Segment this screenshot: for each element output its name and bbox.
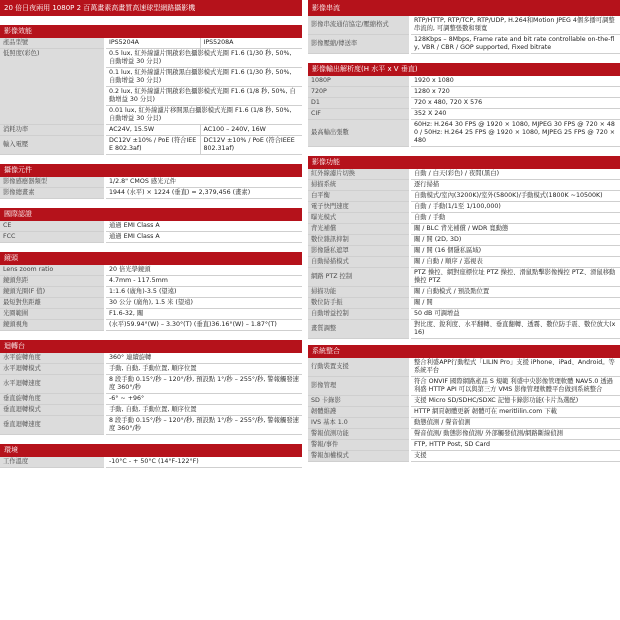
row-label: 數位防手振 — [308, 298, 410, 309]
row-value: 8 段手動 0.15°/秒 – 120°/秒, 預設點 1°/秒 – 255°/秒, 警報觸發速度 360°/秒 — [105, 375, 302, 394]
section-header-features: 影像功能 — [308, 156, 620, 169]
features-table — [308, 169, 620, 339]
row-label: 最高輸出張數 — [308, 120, 410, 147]
section-header-env: 環境 — [0, 444, 302, 457]
table-row — [308, 257, 620, 268]
row-label: 自動增益控制 — [308, 309, 410, 320]
row-label: 鏡頭光圈(F 值) — [0, 287, 105, 298]
row-value: -6° ~ +96° — [105, 394, 302, 405]
row-label: 數位雜訊抑制 — [308, 235, 410, 246]
right-column — [308, 0, 620, 462]
row-label: 白平衡 — [308, 191, 410, 202]
resolution-table — [308, 76, 620, 147]
row-label: 紅外線濾片切換 — [308, 169, 410, 180]
row-label: 水平迴轉模式 — [0, 364, 105, 375]
row-label: 最短對焦距離 — [0, 298, 105, 309]
table-row — [0, 188, 302, 199]
row-value: HTTP 網頁韌體更新 韌體可在 meritlilin.com 下載 — [410, 407, 620, 418]
table-row — [0, 309, 302, 320]
row-value: -10°C - + 50°C (14°F-122°F) — [105, 457, 302, 468]
model-value: IPS5208A — [200, 38, 302, 49]
table-row — [0, 405, 302, 416]
table-row — [308, 429, 620, 440]
row-label: 自動掃描模式 — [308, 257, 410, 268]
row-value: 關 / 開 — [410, 298, 620, 309]
table-row — [0, 298, 302, 309]
table-row — [308, 120, 620, 147]
row-label: 垂直旋轉角度 — [0, 394, 105, 405]
row-value: 352 X 240 — [410, 109, 620, 120]
row-value: 60Hz: H.264 30 FPS @ 1920 × 1080, MJPEG 30 FPS @ 720 × 480 / 50Hz: H.264 25 FPS @ 1920 × 1080, MJPEG 25 FPS @ 720 × 480 — [410, 120, 620, 147]
row-label: 掃描功能 — [308, 287, 410, 298]
section-header-pan: 迴轉台 — [0, 340, 302, 353]
row-value: RTP/HTTP, RTP/TCP, RTP/UDP, H.264和Motion JPEG 4個多播可調整串流的, 可調整張數和頻寬 — [410, 16, 620, 35]
row-label: 影像隱私遮罩 — [308, 246, 410, 257]
table-row — [308, 87, 620, 98]
input-value: DC12V ±10% / PoE (符合IEEE 802.31af) — [200, 136, 302, 155]
row-label: 影像串流通信協定/壓縮格式 — [308, 16, 410, 35]
row-label: CE — [0, 221, 105, 232]
table-row — [308, 309, 620, 320]
row-value: 對比度、銳利度、水平翻轉、垂直翻轉、透霧、數位防手震、數位放大(x16) — [410, 320, 620, 339]
row-value: 50 dB 可調增益 — [410, 309, 620, 320]
table-row — [308, 298, 620, 309]
row-label: 垂直迴轉速度 — [0, 416, 105, 435]
min-illum-line: 0.2 lux, 紅外線濾片開啟彩色攝影模式光圈 F1.6 (1/8 秒, 50%, 自動增益 30 分貝) — [106, 87, 302, 106]
left-column — [0, 0, 302, 468]
section-header-imaging: 影像效能 — [0, 25, 302, 38]
table-row — [0, 125, 302, 136]
pan-table — [0, 353, 302, 435]
camera-table — [0, 177, 302, 199]
row-value: 128Kbps – 8Mbps, Frame rate and bit rate controllable on-the-fly, VBR / CBR / GOP supported, Fixed bitrate — [410, 35, 620, 54]
row-value: 手動, 自動, 手動位置, 順序位置 — [105, 364, 302, 375]
row-label: D1 — [308, 98, 410, 109]
table-row — [308, 268, 620, 287]
row-label: 電子快門速度 — [308, 202, 410, 213]
row-value: (水平)59.94°(W) – 3.30°(T) (垂直)36.16°(W) – 1.87°(T) — [105, 320, 302, 331]
table-row — [308, 320, 620, 339]
row-label: 行動裝置支援 — [308, 358, 410, 377]
table-row — [0, 320, 302, 331]
row-value: F1.6-32, 關 — [105, 309, 302, 320]
row-value: 逐行掃描 — [410, 180, 620, 191]
table-row — [308, 377, 620, 396]
model-value: IPS5204A — [105, 38, 200, 49]
row-value: 自動 / 手動(1/1至 1/100,000) — [410, 202, 620, 213]
row-value: PTZ 操控、網對座標位址 PTZ 操控、滑鼠點擊影像操控 PTZ、滑鼠移動操控 PTZ — [410, 268, 620, 287]
power-value: AC24V, 15.5W — [105, 125, 200, 136]
section-header-camera: 攝像元件 — [0, 164, 302, 177]
table-row — [308, 35, 620, 54]
row-value: FTP, HTTP Post, SD Card — [410, 440, 620, 451]
min-illum-line: 0.5 lux, 紅外線濾片開啟彩色攝影模式光圈 F1.6 (1/30 秒, 50%, 自動增益 30 分貝) — [106, 49, 302, 68]
row-value: 通過 EMI Class A — [105, 232, 302, 243]
page-title: 20 倍日夜兩用 1080P 2 百萬畫素高畫質高速球型網路攝影機 — [0, 0, 302, 16]
table-row — [308, 202, 620, 213]
row-label: 1080P — [308, 76, 410, 87]
row-value: 1920 x 1080 — [410, 76, 620, 87]
table-row — [308, 451, 620, 462]
table-row — [308, 235, 620, 246]
row-label: 工作溫度 — [0, 457, 105, 468]
table-row — [308, 76, 620, 87]
env-table — [0, 457, 302, 468]
lens-table — [0, 265, 302, 331]
table-row — [0, 276, 302, 287]
row-label: CIF — [308, 109, 410, 120]
table-row — [0, 416, 302, 435]
table-row — [0, 49, 302, 125]
row-label: 光圈範圍 — [0, 309, 105, 320]
row-value: 動態偵測 / 聲音偵測 — [410, 418, 620, 429]
section-header-system: 系統整合 — [308, 345, 620, 358]
row-label: 背光補償 — [308, 224, 410, 235]
table-row — [0, 38, 302, 49]
cert-table — [0, 221, 302, 243]
table-row — [308, 213, 620, 224]
row-value: 關 / 開 (2D, 3D) — [410, 235, 620, 246]
row-label: 水平迴轉速度 — [0, 375, 105, 394]
row-value: 支援 Micro SD/SDHC/SDXC 記憶卡錄影功能(卡片為選配) — [410, 396, 620, 407]
min-illum-line: 0.1 lux, 紅外線濾片開啟黑白攝影模式光圈 F1.6 (1/30 秒, 50%, 自動增益 30 分貝) — [106, 68, 302, 87]
row-value: 關 / 自動模式 / 預設點位置 — [410, 287, 620, 298]
table-row — [0, 364, 302, 375]
row-label: 影像壓縮/傳送率 — [308, 35, 410, 54]
row-label: 畫質調整 — [308, 320, 410, 339]
row-value: 支援 — [410, 451, 620, 462]
row-label: 影像感應器類型 — [0, 177, 105, 188]
row-value: 聲音偵測/ 動態影像偵測/ 外部觸發偵測/網路斷線偵測 — [410, 429, 620, 440]
system-table — [308, 358, 620, 462]
min-illum-line: 0.01 lux, 紅外線濾片移開黑白攝影模式光圈 F1.6 (1/8 秒, 50%, 自動增益 30 分貝) — [109, 107, 292, 122]
row-value: 30 公分 (廣角), 1.5 米 (望遠) — [105, 298, 302, 309]
imaging-table — [0, 38, 302, 155]
row-label: 曝光模式 — [308, 213, 410, 224]
table-row — [308, 246, 620, 257]
table-row — [308, 396, 620, 407]
row-value: 自動模式/室內(3200K)/室外(5800K)/手動模式(1800K ~10500K) — [410, 191, 620, 202]
row-label: 掃描系統 — [308, 180, 410, 191]
table-row — [308, 224, 620, 235]
table-row — [0, 177, 302, 188]
table-row — [0, 221, 302, 232]
row-value: 1/2.8" CMOS 感光元件 — [105, 177, 302, 188]
row-value: 通過 EMI Class A — [105, 221, 302, 232]
row-label: 輸入電壓 — [0, 136, 105, 155]
row-label: 水平旋轉角度 — [0, 353, 105, 364]
row-label: 垂直迴轉模式 — [0, 405, 105, 416]
table-row — [0, 287, 302, 298]
row-value: 720 x 480, 720 X 576 — [410, 98, 620, 109]
table-row — [0, 353, 302, 364]
input-value: DC12V ±10% / PoE (符合IEEE 802.3af) — [105, 136, 200, 155]
row-label: 720P — [308, 87, 410, 98]
row-label: 警報加權模式 — [308, 451, 410, 462]
table-row — [308, 418, 620, 429]
table-row — [308, 191, 620, 202]
section-header-cert: 國際認證 — [0, 208, 302, 221]
row-value: 8 段手動 0.15°/秒 – 120°/秒, 預設點 1°/秒 – 255°/秒, 警報觸發速度 360°/秒 — [105, 416, 302, 435]
row-label: 消耗功率 — [0, 125, 105, 136]
row-label: Lens zoom ratio — [0, 265, 105, 276]
table-row — [0, 265, 302, 276]
section-header-lens: 鏡頭 — [0, 252, 302, 265]
row-label: 鏡頭視角 — [0, 320, 105, 331]
table-row — [308, 287, 620, 298]
row-label: IVS 基本 1.0 — [308, 418, 410, 429]
table-row — [308, 98, 620, 109]
row-value: 關 / BLC 背光補償 / WDR 寬動態 — [410, 224, 620, 235]
section-header-stream: 影像串流 — [308, 0, 620, 16]
row-value: 1:1.6 (廣角)-3.5 (望遠) — [105, 287, 302, 298]
row-value: 4.7mm - 117.5mm — [105, 276, 302, 287]
table-row — [0, 232, 302, 243]
row-label: SD 卡錄影 — [308, 396, 410, 407]
row-value: 自動 / 白天(彩色) / 夜間(黑白) — [410, 169, 620, 180]
row-value: 關 / 自動 / 順序 / 巡視表 — [410, 257, 620, 268]
row-value: 20 倍光學鏡頭 — [105, 265, 302, 276]
section-header-resolution: 影像輸出解析度(H 水平 x V 垂直) — [308, 63, 620, 76]
table-row — [308, 440, 620, 451]
row-value: 1944 (水平) × 1224 (垂直) = 2,379,456 (畫素) — [105, 188, 302, 199]
table-row — [0, 394, 302, 405]
row-label: 產品型號 — [0, 38, 105, 49]
row-label: 鏡頭焦距 — [0, 276, 105, 287]
row-value: 自動 / 手動 — [410, 213, 620, 224]
row-value: 360° 連續旋轉 — [105, 353, 302, 364]
row-value: 手動, 自動, 手動位置, 順序位置 — [105, 405, 302, 416]
table-row — [308, 169, 620, 180]
row-label: 低照度(彩色) — [0, 49, 105, 125]
row-label: 影像總畫素 — [0, 188, 105, 199]
table-row — [308, 109, 620, 120]
table-row — [308, 358, 620, 377]
power-value: AC100 – 240V, 16W — [200, 125, 302, 136]
row-value: 1280 x 720 — [410, 87, 620, 98]
table-row — [308, 180, 620, 191]
table-row — [0, 375, 302, 394]
table-row — [0, 457, 302, 468]
table-row — [308, 16, 620, 35]
min-illum-cell — [105, 49, 302, 125]
row-value: 關 / 開 (16 個隱私區域) — [410, 246, 620, 257]
row-label: 影像管理 — [308, 377, 410, 396]
row-value: 整合利盛APP行動程式「LILIN Pro」支援 iPhone、iPad、Android。等系統平台 — [410, 358, 620, 377]
row-label: 韌體維護 — [308, 407, 410, 418]
table-row — [0, 136, 302, 155]
row-label: FCC — [0, 232, 105, 243]
row-label: 警報/事件 — [308, 440, 410, 451]
row-value: 符合 ONVIF 國際網路產品 S 規範 利盛中央影像管理軟體 NAV5.0 透過利盛 HTTP API 可以與第三方 VMS 影像管理軟體平台做到系統整合 — [410, 377, 620, 396]
row-label: 網路 PTZ 控制 — [308, 268, 410, 287]
stream-table — [308, 16, 620, 54]
table-row — [308, 407, 620, 418]
row-label: 警報偵測功能 — [308, 429, 410, 440]
